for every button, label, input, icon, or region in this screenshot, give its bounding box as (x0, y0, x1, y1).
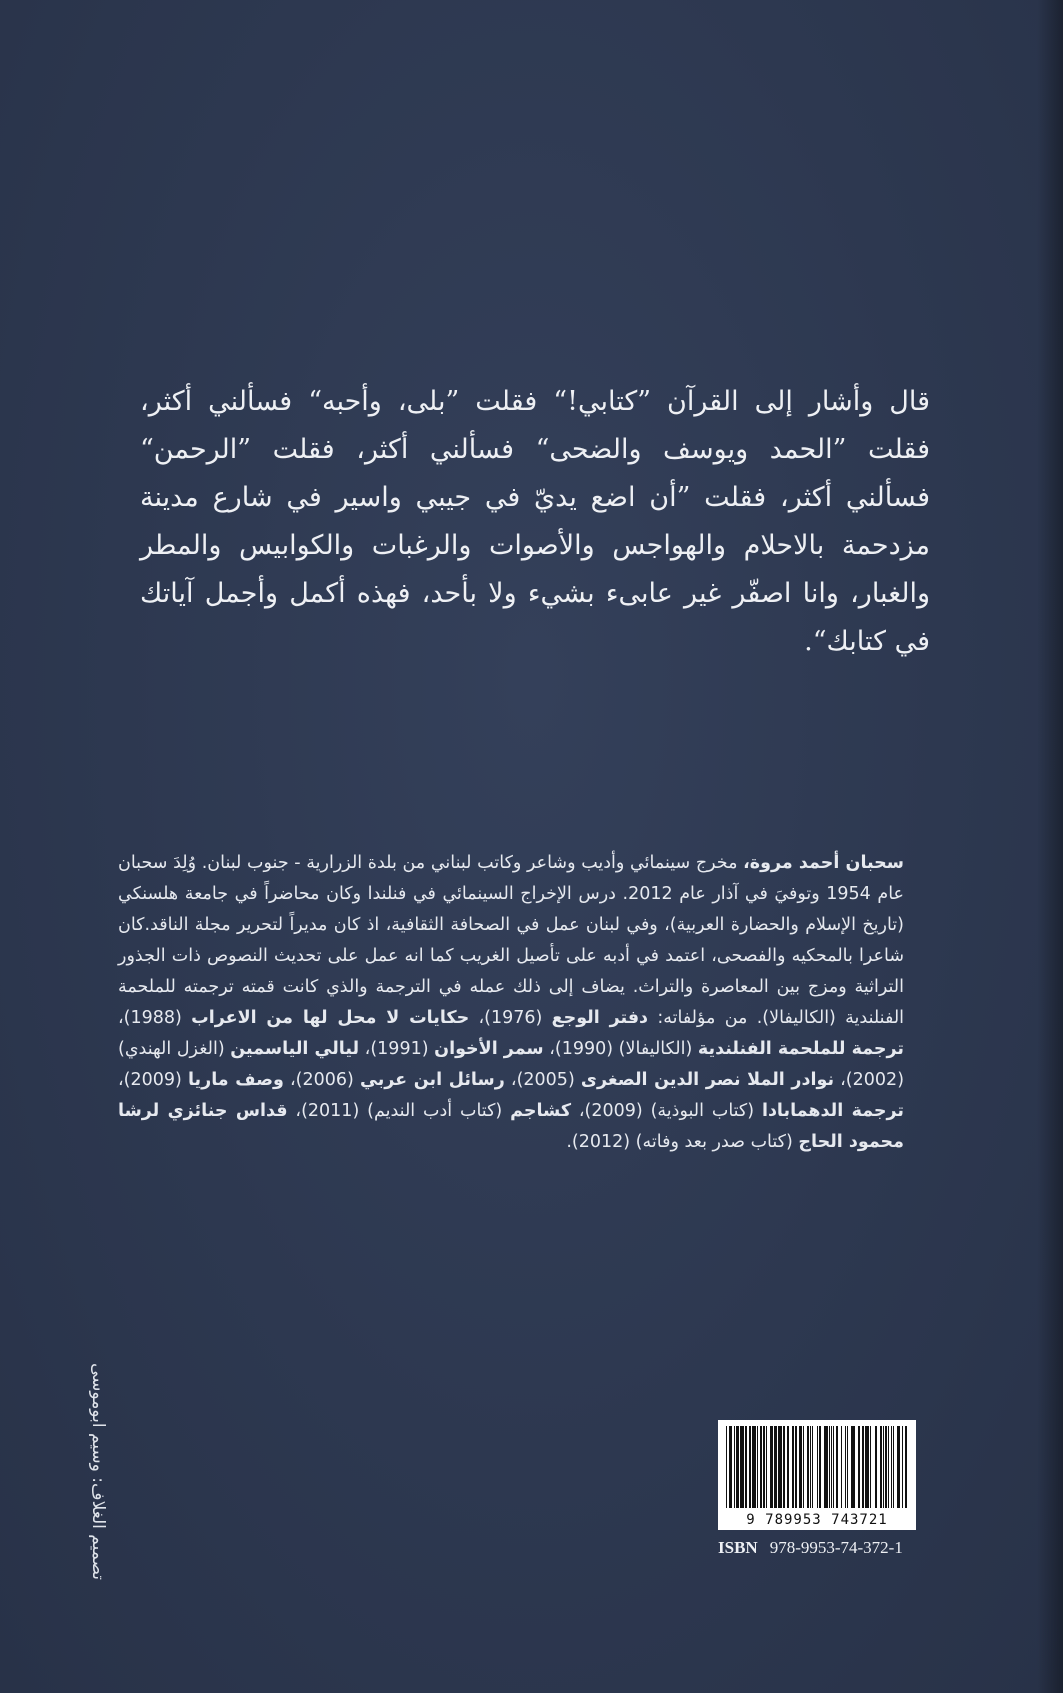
barcode-bar (810, 1426, 811, 1508)
barcode-bar (824, 1426, 828, 1508)
barcode-bar (736, 1426, 739, 1508)
barcode-bar (752, 1426, 756, 1508)
work-year: (الكاليفالا) (1990)، (543, 1039, 698, 1059)
barcode (718, 1420, 916, 1530)
barcode-bar (885, 1426, 887, 1508)
barcode-bar (833, 1426, 834, 1508)
barcode-bar (851, 1426, 855, 1508)
barcode-bar (883, 1426, 884, 1508)
work-title: ليالي الياسمين (230, 1039, 360, 1059)
quote-paragraph: قال وأشار إلى القرآن ”كتابي!“ فقلت ”بلى، وأحبه“ فسألني أكثر، فقلت ”الحمد ويوسف والضحى“ فسألني أكثر، فقلت ”الرحمن“ فسألني أكثر، فقلت ”أن اضع يديّ في جيبي واسير في شارع مدينة مزدحمة بالاحلام والهواجس والأصوات والرغبات والكوابيس والمطر والغبار، وانا اصفّر غير عابىء بشيء ولا بأحد، فهذه أكمل وأجمل آياتك في كتابك“. (140, 386, 930, 657)
barcode-bar (766, 1426, 767, 1508)
barcode-bar (749, 1426, 751, 1508)
barcode-bar (807, 1426, 809, 1508)
barcode-digits: 9 789953 743721 (746, 1512, 888, 1528)
isbn-label: ISBN (718, 1538, 758, 1557)
work-year: (1976)، (469, 1008, 552, 1028)
barcode-bar (770, 1426, 773, 1508)
barcode-bar (745, 1426, 747, 1508)
author-bio (118, 848, 904, 1158)
work-year: (1991)، (359, 1039, 435, 1059)
barcode-bar (831, 1426, 832, 1508)
barcode-bar (893, 1426, 894, 1508)
spine-shadow (1037, 0, 1063, 1693)
barcode-bar (862, 1426, 864, 1508)
barcode-bar (829, 1426, 830, 1508)
barcode-bar (836, 1426, 838, 1508)
author-name: سحبان أحمد مروة، (743, 853, 904, 873)
work-title: قداس جنائزي لرشا محمود الحاج (118, 1101, 904, 1152)
barcode-bar (726, 1426, 727, 1508)
barcode-bar (803, 1426, 804, 1508)
barcode-bar (888, 1426, 889, 1508)
barcode-bar (865, 1426, 869, 1508)
barcode-bars (726, 1426, 908, 1508)
barcode-bar (763, 1426, 765, 1508)
work-title: دفتر الوجع (551, 1008, 649, 1028)
barcode-bar (783, 1426, 785, 1508)
work-year: (الغزل الهندي) (2002)، (118, 1039, 905, 1090)
barcode-bar (729, 1426, 732, 1508)
work-title: رسائل ابن عربي (360, 1070, 505, 1090)
barcode-bar (799, 1426, 802, 1508)
work-year: (2006)، (283, 1070, 360, 1090)
barcode-bar (891, 1426, 892, 1508)
work-title: نوادر الملا نصر الدين الصغرى (580, 1070, 835, 1090)
work-title: سمر الأخوان (434, 1039, 544, 1059)
barcode-bar (787, 1426, 789, 1508)
barcode-bar (740, 1426, 744, 1508)
work-year: (2009)، (118, 1070, 188, 1090)
barcode-bar (817, 1426, 818, 1508)
barcode-bar (778, 1426, 782, 1508)
work-title: ترجمة للملحمة الفنلندية (697, 1039, 904, 1059)
work-year: (كتاب أدب النديم) (2011)، (287, 1101, 511, 1121)
barcode-bar (905, 1426, 907, 1508)
work-year: (كتاب البوذية) (2009)، (571, 1101, 762, 1121)
work-title: حكايات لا محل لها من الاعراب (191, 1008, 470, 1028)
barcode-bar (847, 1426, 848, 1508)
work-year: (كتاب صدر بعد وفاته) (2012). (566, 1132, 799, 1152)
barcode-bar (734, 1426, 735, 1508)
isbn (718, 1538, 903, 1558)
barcode-bar (795, 1426, 797, 1508)
isbn-number: 978-9953-74-372-1 (769, 1538, 903, 1557)
barcode-bar (858, 1426, 860, 1508)
barcode-bar (760, 1426, 762, 1508)
barcode-bar (875, 1426, 877, 1508)
barcode-bar (841, 1426, 842, 1508)
work-title: وصف ماريا (187, 1070, 284, 1090)
barcode-bar (897, 1426, 900, 1508)
barcode-bar (819, 1426, 821, 1508)
barcode-bar (870, 1426, 871, 1508)
barcode-bar (774, 1426, 777, 1508)
barcode-bar (880, 1426, 882, 1508)
barcode-bar (792, 1426, 794, 1508)
barcode-bar (845, 1426, 846, 1508)
work-year: (2005)، (504, 1070, 581, 1090)
barcode-bar (757, 1426, 758, 1508)
bio-intro: مخرج سينمائي وأديب وشاعر وكاتب لبناني من بلدة الزرارية - جنوب لبنان. وُلِدَ سحبان عام 1954 وتوفيَ في آذار عام 2012. درس الإخراج السينمائي في فنلندا وكان محاضراً في جامعة هلسنكي (تاريخ الإسلام والحضارة العربية)، وفي لبنان عمل في الصحافة الثقافية، اذ كان مديراً لتحرير مجلة الناقد.كان شاعرا بالمحكيه والفصحى، اعتمد في أدبه على تأصيل الغريب كما انه عمل على تحديث النصوص ذات الجذور التراثية ومزج بين المعاصرة والتراث. يضاف إلى ذلك عمله في الترجمة والذي كانت قمته ترجمته للملحمة الفنلندية (الكاليفالا). من مؤلفاته: (118, 853, 905, 1028)
work-title: كشاجم (510, 1101, 572, 1121)
work-year: (1988)، (118, 1008, 192, 1028)
barcode-bar (902, 1426, 903, 1508)
cover-design-credit: تصميم الغلاف: وسيم ابوموسى (88, 1363, 108, 1580)
barcode-bar (812, 1426, 813, 1508)
work-title: ترجمة الدهمابادا (761, 1101, 904, 1121)
